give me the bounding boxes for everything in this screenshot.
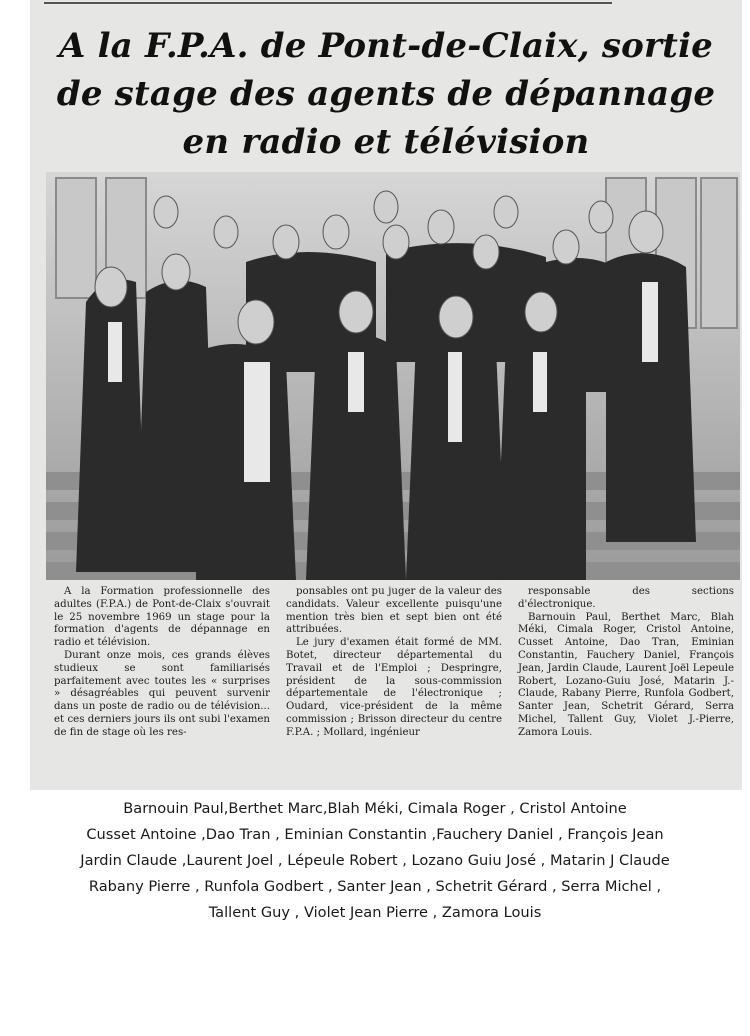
headline-line: A la F.P.A. de Pont-de-Claix, sortie <box>58 26 714 66</box>
caption-line: Tallent Guy , Violet Jean Pierre , Zamora Louis <box>208 904 542 921</box>
caption-line: Jardin Claude ,Laurent Joel , Lépeule Robert , Lozano Guiu José , Matarin J Claude <box>80 852 670 869</box>
article-column-1 <box>54 586 270 740</box>
article-column-2 <box>286 586 502 740</box>
newspaper-clipping <box>30 0 742 790</box>
caption-line: Barnouin Paul,Berthet Marc,Blah Méki, Cimala Roger , Cristol Antoine <box>123 800 627 817</box>
article-paragraph: ponsables ont pu juger de la valeur des candidats. Valeur excellente puisqu'une mention très bien et sept bien ont été attribuées. <box>286 586 502 636</box>
article-body <box>54 586 734 740</box>
article-paragraph: Le jury d'examen était formé de MM. Botet, directeur départemental du Travail et de l'Emploi ; Despringre, président de la sous-commission départementale de l'électronique ; Oudard, vice-président de la même commission ; Brisson directeur du centre F.P.A. ; Mollard, ingénieur <box>286 637 502 738</box>
caption-line: Cusset Antoine ,Dao Tran , Eminian Constantin ,Fauchery Daniel , François Jean <box>86 826 664 843</box>
names-caption <box>0 796 750 926</box>
group-photo <box>46 172 740 580</box>
article-paragraph: A la Formation professionnelle des adultes (F.P.A.) de Pont-de-Claix s'ouvrait le 25 novembre 1969 un stage pour la formation d'agents de dépannage en radio et télévision. <box>54 586 270 649</box>
headline <box>38 22 734 166</box>
article-column-3 <box>518 586 734 740</box>
top-rule <box>44 2 612 4</box>
headline-line: en radio et télévision <box>182 122 590 162</box>
headline-line: de stage des agents de dépannage <box>56 74 716 114</box>
article-paragraph: Barnouin Paul, Berthet Marc, Blah Méki, Cimala Roger, Cristol Antoine, Cusset Antoine, Dao Tran, Eminian Constantin, Fauchery Daniel, François Jean, Jardin Claude, Laurent Joël Lepeule Robert, Lozano-Guiu José, Matarin J.-Claude, Rabany Pierre, Runfola Godbert, Santer Jean, Schetrit Gérard, Serra Michel, Tallent Guy, Violet J.-Pierre, Zamora Louis. <box>518 611 734 738</box>
article-paragraph: responsable des sections d'électronique. <box>518 586 734 610</box>
article-paragraph: Durant onze mois, ces grands élèves studieux se sont familiarisés parfaitement avec toutes les « surprises » désagréables qui peuvent survenir dans un poste de radio ou de télévision... et ces derniers jours ils ont subi l'examen de fin de stage où les res- <box>54 649 270 738</box>
caption-line: Rabany Pierre , Runfola Godbert , Santer Jean , Schetrit Gérard , Serra Michel , <box>88 878 662 895</box>
group-photo-image <box>46 172 740 580</box>
